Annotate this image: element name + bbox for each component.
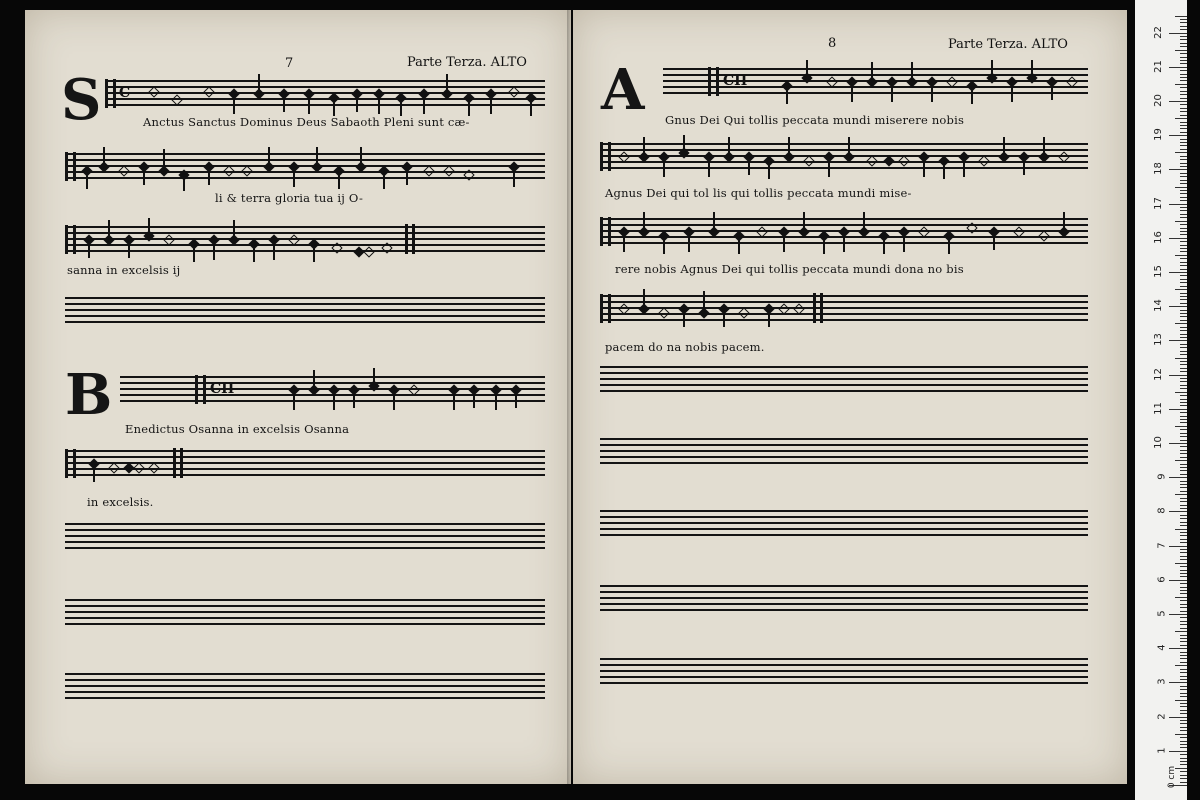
ruler-tick — [1180, 566, 1187, 567]
ruler-tick — [1180, 706, 1187, 707]
ruler-tick — [1180, 662, 1187, 663]
ruler-tick — [1180, 74, 1187, 75]
ruler-tick — [1180, 176, 1187, 177]
ruler-tick — [1180, 347, 1187, 348]
ruler-tick — [1180, 758, 1187, 759]
empty-staff — [600, 510, 1088, 537]
ruler-tick — [1180, 518, 1187, 519]
ruler-tick — [1180, 515, 1187, 516]
lyric-line: Gnus Dei Qui tollis peccata mundi miserere nobis — [665, 113, 965, 127]
ruler-tick — [1180, 593, 1187, 594]
ruler-tick — [1175, 631, 1187, 632]
ruler-tick — [1180, 635, 1187, 636]
empty-staff — [65, 673, 545, 700]
ruler-tick — [1180, 337, 1187, 338]
empty-staff — [65, 523, 545, 550]
ruler-tick — [1180, 166, 1187, 167]
ruler-tick — [1180, 419, 1187, 420]
initial-b: B — [65, 362, 113, 428]
ruler-tick — [1180, 412, 1187, 413]
ruler-tick — [1180, 730, 1187, 731]
ruler-tick — [1180, 539, 1187, 540]
empty-staff — [600, 438, 1088, 465]
ruler-tick — [1180, 505, 1187, 506]
ruler-tick — [1169, 306, 1187, 307]
ruler-tick — [1180, 658, 1187, 659]
ruler-tick — [1180, 388, 1187, 389]
ruler-tick — [1180, 111, 1187, 112]
ruler-tick — [1180, 522, 1187, 523]
ruler-number: 10 — [1153, 436, 1165, 449]
ruler-number: 18 — [1153, 162, 1165, 176]
ruler-tick — [1175, 529, 1187, 530]
ruler-tick — [1180, 600, 1187, 601]
ruler-tick — [1180, 559, 1187, 560]
ruler-tick — [1180, 269, 1187, 270]
ruler-tick — [1180, 429, 1187, 430]
ruler-tick — [1169, 443, 1187, 444]
ruler-tick — [1180, 676, 1187, 677]
ruler-tick — [1180, 57, 1187, 58]
measuring-ruler — [1135, 0, 1187, 800]
ruler-tick — [1180, 570, 1187, 571]
ruler-tick — [1180, 525, 1187, 526]
staff — [65, 450, 545, 477]
ruler-tick — [1180, 46, 1187, 47]
ruler-tick — [1175, 392, 1187, 393]
ruler-tick — [1180, 214, 1187, 215]
left-page — [25, 10, 571, 784]
ruler-tick — [1180, 183, 1187, 184]
ruler-tick — [1180, 385, 1187, 386]
ruler-tick — [1169, 477, 1187, 478]
ruler-tick — [1175, 494, 1187, 495]
ruler-tick — [1180, 224, 1187, 225]
staff — [600, 143, 1088, 170]
ruler-tick — [1180, 405, 1187, 406]
ruler-tick — [1180, 262, 1187, 263]
lyric-line: Anctus Sanctus Dominus Deus Sabaoth Pleni sunt cæ- — [143, 115, 470, 129]
ruler-tick — [1169, 717, 1187, 718]
ruler-tick — [1180, 638, 1187, 639]
ruler-tick — [1180, 587, 1187, 588]
ruler-tick — [1169, 204, 1187, 205]
ruler-tick — [1180, 286, 1187, 287]
staff: CII — [120, 376, 545, 403]
ruler-number: 5 — [1156, 610, 1168, 617]
ruler-tick — [1180, 645, 1187, 646]
ruler-tick — [1180, 231, 1187, 232]
ruler-tick — [1180, 217, 1187, 218]
left-page-header: Parte Terza. ALTO — [407, 55, 527, 70]
ruler-tick — [1180, 296, 1187, 297]
ruler-tick — [1180, 364, 1187, 365]
ruler-number: 19 — [1153, 128, 1165, 142]
ruler-tick — [1180, 368, 1187, 369]
ruler-tick — [1169, 751, 1187, 752]
ruler-number: 16 — [1153, 230, 1165, 244]
ruler-tick — [1180, 624, 1187, 625]
lyric-line: li & terra gloria tua ij O- — [215, 191, 364, 205]
ruler-number: 2 — [1156, 712, 1168, 720]
ruler-tick — [1180, 470, 1187, 471]
ruler-tick — [1180, 703, 1187, 704]
initial-s: S — [61, 67, 102, 133]
ruler-tick — [1175, 563, 1187, 564]
empty-staff — [600, 585, 1088, 612]
ruler-number: 14 — [1153, 299, 1165, 313]
staff: C — [105, 80, 545, 107]
ruler-tick — [1175, 460, 1187, 461]
ruler-tick — [1180, 128, 1187, 129]
ruler-tick — [1180, 122, 1187, 123]
ruler-tick — [1169, 169, 1187, 170]
lyric-line: pacem do na nobis pacem. — [605, 340, 765, 354]
ruler-tick — [1180, 275, 1187, 276]
ruler-tick — [1180, 672, 1187, 673]
initial-a: A — [601, 57, 645, 123]
ruler-tick — [1180, 617, 1187, 618]
ruler-tick — [1180, 573, 1187, 574]
ruler-tick — [1175, 255, 1187, 256]
ruler-tick — [1180, 576, 1187, 577]
ruler-tick — [1180, 628, 1187, 629]
ruler-tick — [1180, 282, 1187, 283]
ruler-tick — [1180, 552, 1187, 553]
ruler-tick — [1180, 258, 1187, 259]
ruler-tick — [1180, 241, 1187, 242]
ruler-number: 8 — [1156, 507, 1168, 515]
ruler-tick — [1180, 180, 1187, 181]
ruler-tick — [1180, 487, 1187, 488]
ruler-tick — [1180, 556, 1187, 557]
ruler-tick — [1169, 375, 1187, 376]
ruler-tick — [1180, 402, 1187, 403]
ruler-tick — [1180, 457, 1187, 458]
ruler-tick — [1180, 207, 1187, 208]
ruler-tick — [1169, 67, 1187, 68]
empty-staff — [600, 366, 1088, 393]
ruler-tick — [1180, 371, 1187, 372]
ruler-tick — [1180, 535, 1187, 536]
ruler-tick — [1169, 580, 1187, 581]
lyric-line: rere nobis Agnus Dei qui tollis peccata mundi dona no bis — [615, 262, 964, 276]
ruler-tick — [1180, 344, 1187, 345]
ruler-tick — [1180, 754, 1187, 755]
ruler-tick — [1175, 50, 1187, 51]
ruler-tick — [1180, 316, 1187, 317]
empty-staff — [65, 297, 545, 324]
ruler-tick — [1180, 484, 1187, 485]
ruler-tick — [1180, 115, 1187, 116]
ruler-tick — [1180, 63, 1187, 64]
ruler-number: 11 — [1153, 401, 1165, 415]
ruler-tick — [1180, 104, 1187, 105]
ruler-tick — [1180, 542, 1187, 543]
ruler-tick — [1180, 310, 1187, 311]
ruler-tick — [1180, 590, 1187, 591]
ruler-tick — [1180, 771, 1187, 772]
ruler-tick — [1180, 532, 1187, 533]
ruler-tick — [1180, 727, 1187, 728]
empty-staff — [600, 658, 1088, 685]
ruler-tick — [1169, 648, 1187, 649]
ruler-tick — [1180, 508, 1187, 509]
ruler-tick — [1180, 453, 1187, 454]
ruler-tick — [1175, 358, 1187, 359]
empty-staff — [65, 599, 545, 626]
ruler-tick — [1180, 53, 1187, 54]
ruler-tick — [1180, 361, 1187, 362]
ruler-tick — [1180, 159, 1187, 160]
ruler-tick — [1180, 142, 1187, 143]
ruler-tick — [1175, 118, 1187, 119]
ruler-tick — [1180, 741, 1187, 742]
ruler-tick — [1180, 669, 1187, 670]
ruler-tick — [1180, 145, 1187, 146]
ruler-tick — [1180, 761, 1187, 762]
ruler-tick — [1180, 378, 1187, 379]
staff — [65, 153, 545, 180]
ruler-tick — [1180, 354, 1187, 355]
ruler-number: 12 — [1153, 367, 1165, 381]
ruler-tick — [1180, 710, 1187, 711]
staff — [600, 295, 1088, 322]
ruler-tick — [1175, 323, 1187, 324]
ruler-tick — [1169, 101, 1187, 102]
ruler-tick — [1180, 723, 1187, 724]
ruler-number: 9 — [1156, 473, 1168, 480]
ruler-tick — [1175, 16, 1187, 17]
right-page-header: Parte Terza. ALTO — [948, 37, 1068, 52]
ruler-tick — [1180, 693, 1187, 694]
ruler-tick — [1169, 511, 1187, 512]
ruler-tick — [1180, 173, 1187, 174]
ruler-tick — [1180, 94, 1187, 95]
ruler-tick — [1180, 327, 1187, 328]
ruler-tick — [1180, 39, 1187, 40]
ruler-tick — [1180, 228, 1187, 229]
ruler-tick — [1169, 33, 1187, 34]
ruler-tick — [1180, 108, 1187, 109]
ruler-tick — [1180, 583, 1187, 584]
ruler-tick — [1180, 549, 1187, 550]
ruler-tick — [1180, 481, 1187, 482]
ruler-tick — [1169, 340, 1187, 341]
ruler-number: 20 — [1153, 94, 1165, 107]
ruler-tick — [1180, 652, 1187, 653]
ruler-tick — [1180, 299, 1187, 300]
ruler-tick — [1175, 221, 1187, 222]
ruler-tick — [1180, 87, 1187, 88]
ruler-tick — [1169, 135, 1187, 136]
right-page-number: 8 — [828, 36, 837, 51]
ruler-tick — [1180, 251, 1187, 252]
ruler-number: 3 — [1156, 678, 1168, 686]
ruler-tick — [1180, 607, 1187, 608]
ruler-tick — [1169, 409, 1187, 410]
ruler-tick — [1180, 604, 1187, 605]
ruler-tick — [1180, 747, 1187, 748]
lyric-line: sanna in excelsis ij — [67, 263, 181, 277]
lyric-line: Enedictus Osanna in excelsis Osanna — [125, 422, 350, 436]
ruler-tick — [1180, 474, 1187, 475]
ruler-tick — [1169, 238, 1187, 239]
ruler-tick — [1175, 187, 1187, 188]
ruler-tick — [1180, 689, 1187, 690]
ruler-tick — [1180, 737, 1187, 738]
ruler-tick — [1180, 491, 1187, 492]
ruler-tick — [1175, 665, 1187, 666]
ruler-tick — [1180, 416, 1187, 417]
ruler-tick — [1180, 433, 1187, 434]
ruler-tick — [1169, 272, 1187, 273]
right-page — [573, 10, 1127, 784]
ruler-tick — [1169, 614, 1187, 615]
ruler-tick — [1180, 686, 1187, 687]
ruler-tick — [1180, 279, 1187, 280]
ruler-tick — [1180, 19, 1187, 20]
ruler-tick — [1180, 440, 1187, 441]
ruler-tick — [1180, 621, 1187, 622]
ruler-tick — [1180, 775, 1187, 776]
ruler-tick — [1180, 197, 1187, 198]
ruler-tick — [1180, 26, 1187, 27]
ruler-tick — [1180, 641, 1187, 642]
ruler-tick — [1180, 29, 1187, 30]
ruler-tick — [1175, 426, 1187, 427]
ruler-tick — [1180, 125, 1187, 126]
ruler-tick — [1180, 744, 1187, 745]
ruler-tick — [1180, 611, 1187, 612]
ruler-tick — [1180, 501, 1187, 502]
ruler-tick — [1175, 700, 1187, 701]
ruler-tick — [1180, 446, 1187, 447]
left-page-number: 7 — [285, 56, 294, 71]
ruler-tick — [1180, 77, 1187, 78]
lyric-line: Agnus Dei qui tol lis qui tollis peccata mundi mise- — [605, 186, 912, 200]
ruler-tick — [1180, 395, 1187, 396]
ruler-tick — [1175, 734, 1187, 735]
ruler-tick — [1180, 303, 1187, 304]
ruler-tick — [1180, 464, 1187, 465]
ruler-tick — [1180, 132, 1187, 133]
ruler-tick — [1175, 289, 1187, 290]
ruler-tick — [1180, 330, 1187, 331]
ruler-tick — [1180, 70, 1187, 71]
ruler-number: 6 — [1156, 576, 1168, 583]
ruler-tick — [1180, 720, 1187, 721]
ruler-tick — [1180, 265, 1187, 266]
ruler-tick — [1180, 399, 1187, 400]
ruler-tick — [1180, 248, 1187, 249]
ruler-number: 17 — [1153, 196, 1165, 210]
ruler-tick — [1175, 152, 1187, 153]
ruler-tick — [1180, 234, 1187, 235]
ruler-tick — [1180, 200, 1187, 201]
ruler-tick — [1180, 782, 1187, 783]
ruler-number: 21 — [1153, 59, 1165, 73]
ruler-tick — [1180, 450, 1187, 451]
ruler-tick — [1180, 156, 1187, 157]
ruler-tick — [1180, 193, 1187, 194]
ruler-number: 15 — [1153, 265, 1165, 278]
ruler-tick — [1180, 149, 1187, 150]
ruler-tick — [1180, 351, 1187, 352]
ruler-tick — [1180, 139, 1187, 140]
ruler-tick — [1180, 713, 1187, 714]
ruler-tick — [1180, 80, 1187, 81]
ruler-tick — [1180, 245, 1187, 246]
ruler-tick — [1180, 381, 1187, 382]
ruler-tick — [1180, 467, 1187, 468]
ruler-unit-label: 0 cm — [1166, 765, 1177, 789]
ruler-tick — [1180, 778, 1187, 779]
staff — [65, 226, 545, 253]
ruler-number: 7 — [1156, 541, 1168, 549]
ruler-number: 22 — [1153, 25, 1165, 39]
ruler-tick — [1180, 679, 1187, 680]
ruler-tick — [1180, 43, 1187, 44]
ruler-tick — [1180, 334, 1187, 335]
ruler-tick — [1180, 190, 1187, 191]
ruler-tick — [1175, 597, 1187, 598]
ruler-tick — [1180, 98, 1187, 99]
ruler-number: 13 — [1153, 333, 1165, 347]
ruler-tick — [1180, 293, 1187, 294]
ruler-tick — [1180, 320, 1187, 321]
ruler-number: 1 — [1156, 747, 1168, 754]
ruler-tick — [1180, 764, 1187, 765]
ruler-tick — [1180, 313, 1187, 314]
ruler-tick — [1180, 696, 1187, 697]
staff: CII — [663, 68, 1088, 95]
ruler-tick — [1180, 163, 1187, 164]
ruler-tick — [1169, 682, 1187, 683]
ruler-tick — [1180, 498, 1187, 499]
ruler-number: 4 — [1156, 644, 1168, 651]
ruler-tick — [1180, 436, 1187, 437]
ruler-tick — [1180, 60, 1187, 61]
ruler-tick — [1180, 210, 1187, 211]
ruler-tick — [1169, 546, 1187, 547]
staff — [600, 218, 1088, 245]
ruler-tick — [1180, 22, 1187, 23]
ruler-tick — [1175, 84, 1187, 85]
lyric-line: in excelsis. — [87, 495, 154, 509]
ruler-tick — [1180, 91, 1187, 92]
ruler-tick — [1180, 36, 1187, 37]
ruler-tick — [1180, 655, 1187, 656]
ruler-tick — [1180, 422, 1187, 423]
